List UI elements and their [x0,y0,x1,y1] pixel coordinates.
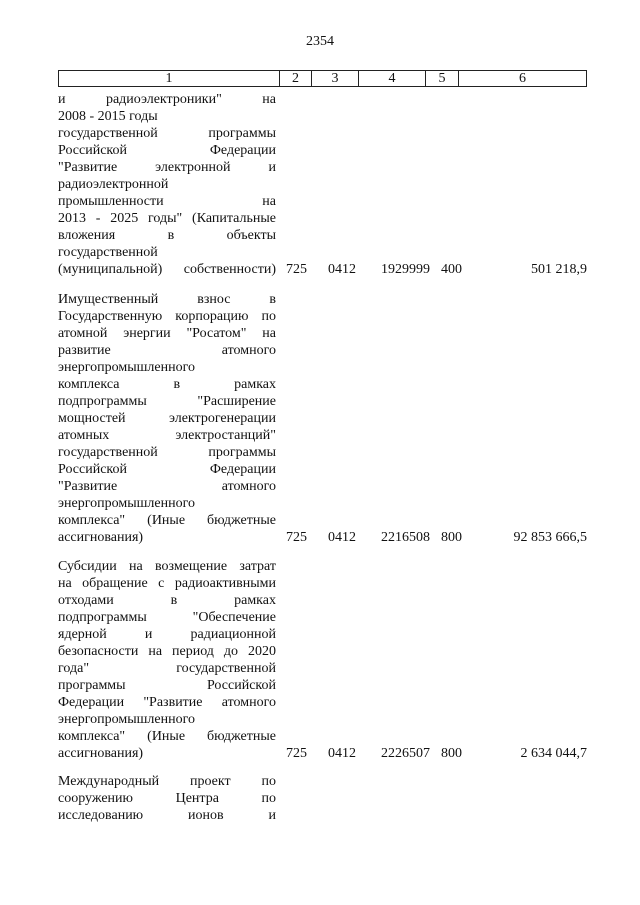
desc-line: Российской Федерации [58,462,276,477]
code-gr: 725 [286,262,307,277]
header-col-1: 1 [59,71,280,86]
code-vr: 800 [441,530,462,545]
desc-line: ядерной и радиационной [58,627,276,642]
header-col-3: 3 [312,71,359,86]
desc-line: энергопромышленного [58,496,195,511]
table-row [58,91,587,278]
desc-line: государственной программы [58,126,276,141]
table-row [58,291,587,546]
code-cs: 2216508 [381,530,430,545]
desc-line: Субсидии на возмещение затрат [58,559,276,574]
amount: 2 634 044,7 [520,746,587,761]
code-cs: 1929999 [381,262,430,277]
desc-line: "Развитие атомного [58,479,276,494]
desc-line: атомной энергии "Росатом" на [58,326,276,341]
header-col-2: 2 [280,71,312,86]
header-col-5: 5 [426,71,459,86]
desc-line: и радиоэлектроники" на [58,92,276,107]
desc-line: года" государственной [58,661,276,676]
desc-line: Российской Федерации [58,143,276,158]
desc-line: отходами в рамках [58,593,276,608]
code-cs: 2226507 [381,746,430,761]
desc-line: мощностей электрогенерации [58,411,276,426]
desc-line: Международный проект по [58,774,276,789]
desc-line: безопасности на период до 2020 [58,644,276,659]
code-gr: 725 [286,530,307,545]
code-vr: 800 [441,746,462,761]
desc-line: Имущественный взнос в [58,292,276,307]
desc-line: ассигнования) [58,530,144,545]
desc-line: подпрограммы "Обеспечение [58,610,276,625]
table-header [58,70,587,87]
page-number: 2354 [306,34,334,49]
desc-line: 2008 - 2015 годы [58,109,158,124]
desc-line: сооружению Центра по [58,791,276,806]
code-rz: 0412 [328,262,356,277]
desc-line: подпрограммы "Расширение [58,394,276,409]
desc-line: атомных электростанций" [58,428,276,443]
amount: 501 218,9 [531,262,587,277]
code-vr: 400 [441,262,462,277]
desc-line: исследованию ионов и [58,808,276,823]
code-rz: 0412 [328,530,356,545]
desc-line: "Развитие электронной и [58,160,276,175]
row-codes [58,529,587,546]
desc-line: развитие атомного [58,343,276,358]
desc-line: 2013 - 2025 годы" (Капитальные [58,211,276,226]
desc-line: ассигнования) [58,746,144,761]
row-codes [58,745,587,762]
desc-line: Федерации "Развитие атомного [58,695,276,710]
row-description [58,558,276,762]
desc-line: комплекса" (Иные бюджетные [58,513,276,528]
desc-line: вложения в объекты [58,228,276,243]
row-description [58,773,276,824]
code-rz: 0412 [328,746,356,761]
amount: 92 853 666,5 [513,530,587,545]
row-description [58,291,276,546]
desc-line: (муниципальной) собственности) [58,262,276,277]
desc-line: Государственную корпорацию по [58,309,276,324]
desc-line: энергопромышленного [58,360,195,375]
desc-line: промышленности на [58,194,276,209]
desc-line: государственной программы [58,445,276,460]
desc-line: энергопромышленного [58,712,195,727]
desc-line: комплекса в рамках [58,377,276,392]
header-col-6: 6 [519,71,526,86]
desc-line: программы Российской [58,678,276,693]
table-row [58,558,587,762]
header-col-4: 4 [359,71,426,86]
desc-line: на обращение с радиоактивными [58,576,276,591]
desc-line: государственной [58,245,158,260]
code-gr: 725 [286,746,307,761]
table-row [58,773,587,824]
row-description [58,91,276,278]
desc-line: радиоэлектронной [58,177,169,192]
desc-line: комплекса" (Иные бюджетные [58,729,276,744]
row-codes [58,261,587,278]
